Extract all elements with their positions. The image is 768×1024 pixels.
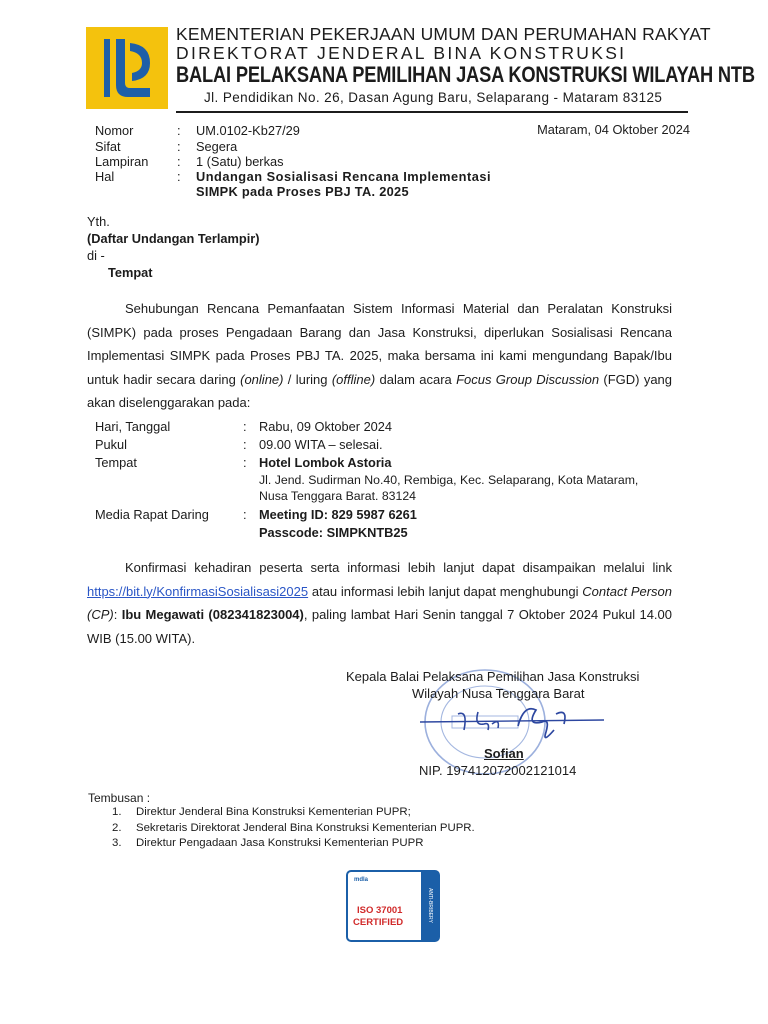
confirmation-text-a: Konfirmasi kehadiran peserta serta informasi lebih lanjut dapat disampaikan melalui link	[125, 560, 672, 575]
confirmation-link[interactable]: https://bit.ly/KonfirmasiSosialisasi2025	[87, 583, 309, 599]
iso-certification-badge	[346, 870, 440, 942]
office-address: Jl. Pendidikan No. 26, Dasan Agung Baru, Selaparang - Mataram 83125	[204, 90, 663, 105]
ministry-name: KEMENTERIAN PEKERJAAN UMUM DAN PERUMAHAN RAKYAT	[176, 24, 711, 44]
body-online: (online)	[240, 371, 284, 387]
cc-heading: Tembusan :	[88, 791, 151, 805]
badge-side-text: ANTI-BRIBERY MANAGEMENT SYSTEM	[401, 887, 433, 923]
event-day-value: Rabu, 09 Oktober 2024	[259, 419, 393, 434]
cc-item	[112, 805, 475, 821]
cc-item	[112, 821, 475, 837]
cc-item-text: Direktur Pengadaan Jasa Konstruksi Kementerian PUPR	[136, 837, 424, 849]
recipient-name: (Daftar Undangan Terlampir)	[87, 231, 260, 246]
header-divider	[176, 111, 688, 113]
event-day-label: Hari, Tanggal	[95, 419, 171, 434]
event-day-colon: :	[243, 419, 247, 434]
recipient-di: di -	[87, 248, 105, 263]
event-venue-address-1: Jl. Jend. Sudirman No.40, Rembiga, Kec. Selaparang, Kota Mataram,	[259, 473, 639, 487]
cc-item-num: 2.	[112, 821, 122, 834]
confirmation-text-b: atau informasi lebih lanjut dapat menghubungi	[308, 583, 583, 599]
cc-item-num: 1.	[112, 806, 122, 818]
signatory-name: Sofian	[484, 746, 524, 761]
badge-certified: CERTIFIED	[353, 917, 404, 928]
recipient-place: Tempat	[108, 265, 153, 280]
body-text-d: (FGD) yang akan diselenggarakan pada:	[87, 371, 673, 410]
badge-standard: ISO 37001	[357, 905, 403, 916]
hal-value-line2: SIMPK pada Proses PBJ TA. 2025	[196, 184, 409, 199]
badge-sidebar	[401, 872, 438, 940]
pupr-logo	[86, 27, 168, 109]
nomor-colon: :	[177, 123, 181, 138]
event-meeting-id: Meeting ID: 829 5987 6261	[259, 507, 417, 522]
confirmation-text-c: :	[113, 607, 122, 622]
hal-value-line1: Undangan Sosialisasi Rencana Implementasi	[196, 169, 492, 184]
event-time-value: 09.00 WITA – selesai.	[259, 437, 383, 452]
event-venue-colon: :	[243, 455, 247, 470]
lampiran-label: Lampiran	[95, 154, 149, 169]
event-media-colon: :	[243, 507, 247, 522]
signatory-title-1: Kepala Balai Pelaksana Pemilihan Jasa Konstruksi	[346, 669, 640, 684]
body-text-c: dalam acara	[375, 371, 457, 387]
body-paragraph	[87, 297, 672, 415]
body-text-b: / luring	[283, 371, 332, 387]
sifat-label: Sifat	[95, 139, 121, 154]
hal-label: Hal	[95, 169, 115, 184]
office-name: BALAI PELAKSANA PEMILIHAN JASA KONSTRUKSI WILAYAH NTB	[176, 62, 755, 87]
event-venue-name: Hotel Lombok Astoria	[259, 455, 392, 470]
event-venue-address-2: Nusa Tenggara Barat. 83124	[259, 489, 417, 503]
yth: Yth.	[87, 214, 110, 229]
directorate-name: DIREKTORAT JENDERAL BINA KONSTRUKSI	[176, 43, 627, 63]
hal-colon: :	[177, 169, 181, 184]
lampiran-value: 1 (Satu) berkas	[196, 154, 284, 169]
letter-date: Mataram, 04 Oktober 2024	[537, 122, 690, 137]
event-passcode: Passcode: SIMPKNTB25	[259, 525, 408, 540]
cc-item-text: Sekretaris Direktorat Jenderal Bina Konstruksi Kementerian PUPR.	[136, 821, 475, 834]
sifat-value: Segera	[196, 139, 238, 154]
lampiran-colon: :	[177, 154, 181, 169]
confirmation-text-d: , paling lambat Hari Senin tanggal 7 Oktober 2024 Pukul 14.00 WIB (15.00 WITA).	[87, 607, 672, 646]
cc-list	[112, 805, 475, 852]
badge-brand: mdla	[354, 877, 369, 883]
cc-item-num: 3.	[112, 837, 122, 849]
sifat-colon: :	[177, 139, 181, 154]
confirmation-person: Ibu Megawati (082341823004)	[121, 607, 304, 622]
confirmation-paragraph	[87, 556, 672, 650]
confirmation-cp: Contact Person (CP)	[87, 583, 673, 622]
nomor-value: UM.0102-Kb27/29	[196, 123, 300, 138]
body-offline: (offline)	[331, 371, 376, 387]
nomor-label: Nomor	[95, 123, 134, 138]
body-fgd: Focus Group Discussion	[456, 371, 600, 387]
cc-item	[112, 836, 475, 852]
event-time-label: Pukul	[95, 437, 128, 452]
signature-icon	[418, 700, 606, 746]
event-venue-label: Tempat	[95, 455, 137, 470]
body-text-a: Sehubungan Rencana Pemanfaatan Sistem Informasi Material dan Peralatan Konstruksi (SIMPK) pada proses Pengadaan Barang dan Jasa Konstruksi, diperlukan Sosialisasi Rencana Implementasi SIMPK pada Proses PBJ TA. 2025, maka bersama ini kami mengundang Bapak/Ibu untuk hadir secara daring	[87, 301, 672, 387]
signatory-title-2: Wilayah Nusa Tenggara Barat	[412, 686, 585, 701]
event-time-colon: :	[243, 437, 247, 452]
cc-item-text: Direktur Jenderal Bina Konstruksi Kementerian PUPR;	[136, 806, 411, 818]
event-media-label: Media Rapat Daring	[95, 507, 209, 522]
signatory-nip: NIP. 197412072002121014	[419, 763, 577, 778]
